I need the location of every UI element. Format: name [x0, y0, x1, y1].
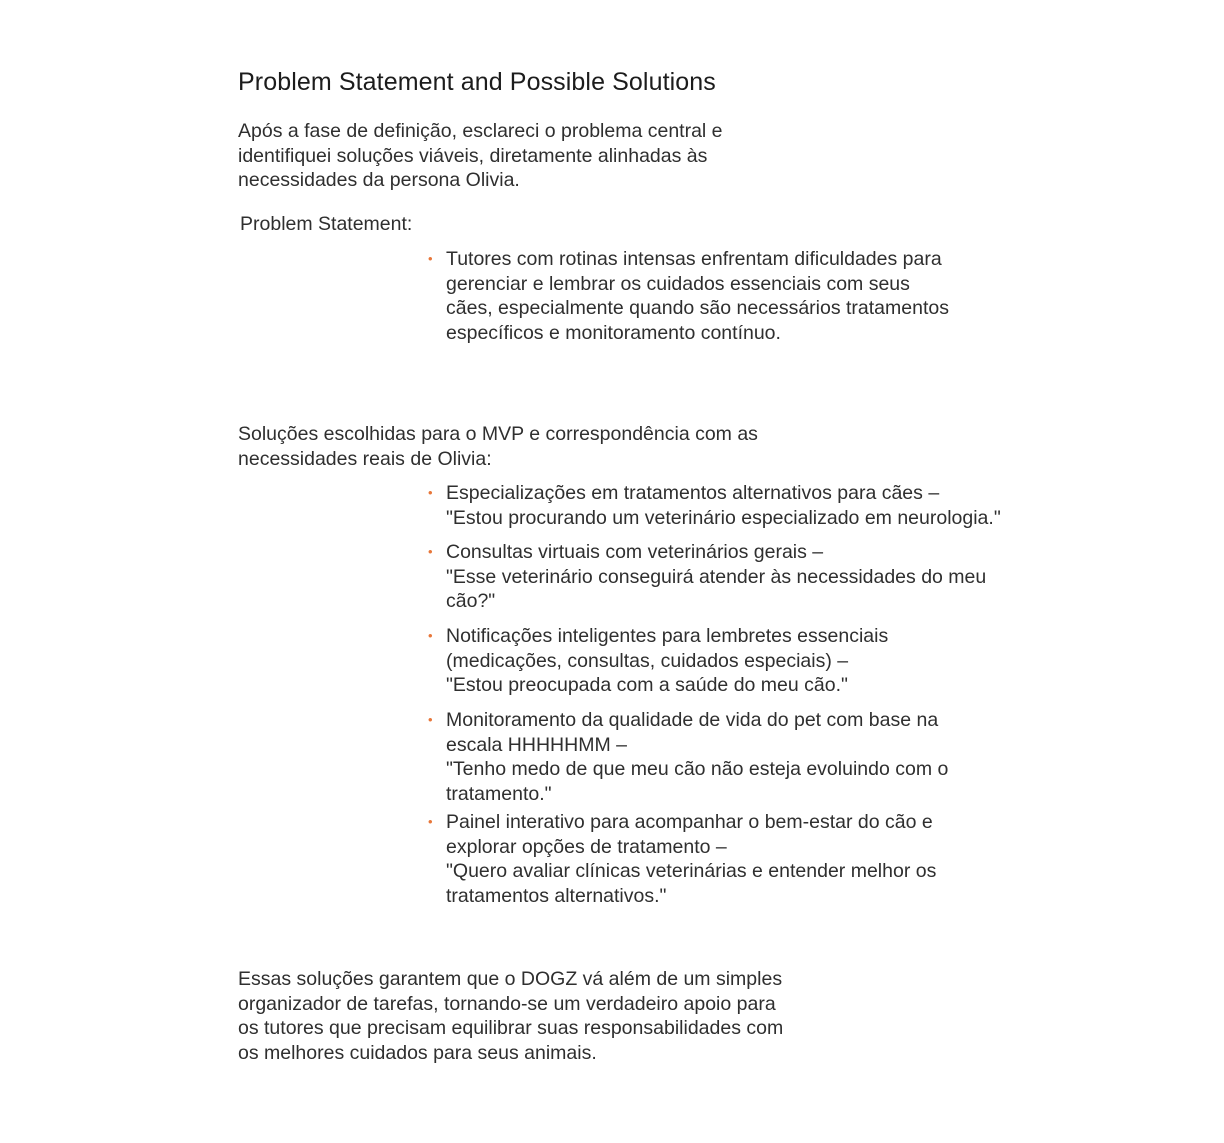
list-item: • Especializações em tratamentos alternativos para cães – "Estou procurando um veterinário especializado em neurologia.": [428, 482, 1001, 529]
intro-line: identifiquei soluções viáveis, diretamente alinhadas às: [238, 144, 708, 167]
list-item: • Notificações inteligentes para lembretes essenciais (medicações, consultas, cuidados especiais) – "Estou preocupada com a saúde do meu cão.": [428, 625, 889, 696]
bullet-icon: •: [428, 712, 433, 727]
bullet-icon: •: [428, 814, 433, 829]
solutions-list: [428, 481, 1001, 530]
problem-statement-list: [428, 247, 949, 345]
list-item: • Painel interativo para acompanhar o bem-estar do cão e explorar opções de tratamento – "Quero avaliar clínicas veterinárias e entender melhor os tratamentos alternativos.": [428, 811, 937, 907]
solutions-list: [428, 708, 948, 806]
list-item: • Monitoramento da qualidade de vida do pet com base na escala HHHHHMM – "Tenho medo de que meu cão não esteja evoluindo com o tratamento.": [428, 709, 949, 805]
list-item: • Consultas virtuais com veterinários gerais – "Esse veterinário conseguirá atender às necessidades do meu cão?": [428, 541, 987, 612]
intro-paragraph: [238, 119, 723, 193]
bullet-icon: •: [428, 628, 433, 643]
bullet-icon: •: [428, 544, 433, 559]
solutions-list: [428, 540, 986, 614]
page-title: Problem Statement and Possible Solutions: [238, 68, 716, 96]
bullet-icon: •: [428, 485, 433, 500]
solutions-list: [428, 624, 888, 698]
intro-line: necessidades da persona Olivia.: [238, 169, 520, 191]
solutions-list: [428, 810, 936, 908]
solutions-intro: Soluções escolhidas para o MVP e correspondência com as necessidades reais de Olivia:: [238, 423, 758, 470]
list-item: • Tutores com rotinas intensas enfrentam dificuldades para gerenciar e lembrar os cuidados essenciais com seus cães, especialmente quando são necessários tratamentos específicos e monitoramento contínuo.: [428, 248, 949, 344]
intro-line: Após a fase de definição, esclareci o problema central e: [238, 120, 723, 142]
conclusion-paragraph: Essas soluções garantem que o DOGZ vá além de um simples organizador de tarefas, tornando-se um verdadeiro apoio para os tutores que precisam equilibrar suas responsabilidades com os melhores cuidados para seus animais.: [238, 968, 784, 1064]
problem-statement-label: Problem Statement:: [240, 213, 413, 235]
bullet-icon: •: [428, 251, 433, 266]
